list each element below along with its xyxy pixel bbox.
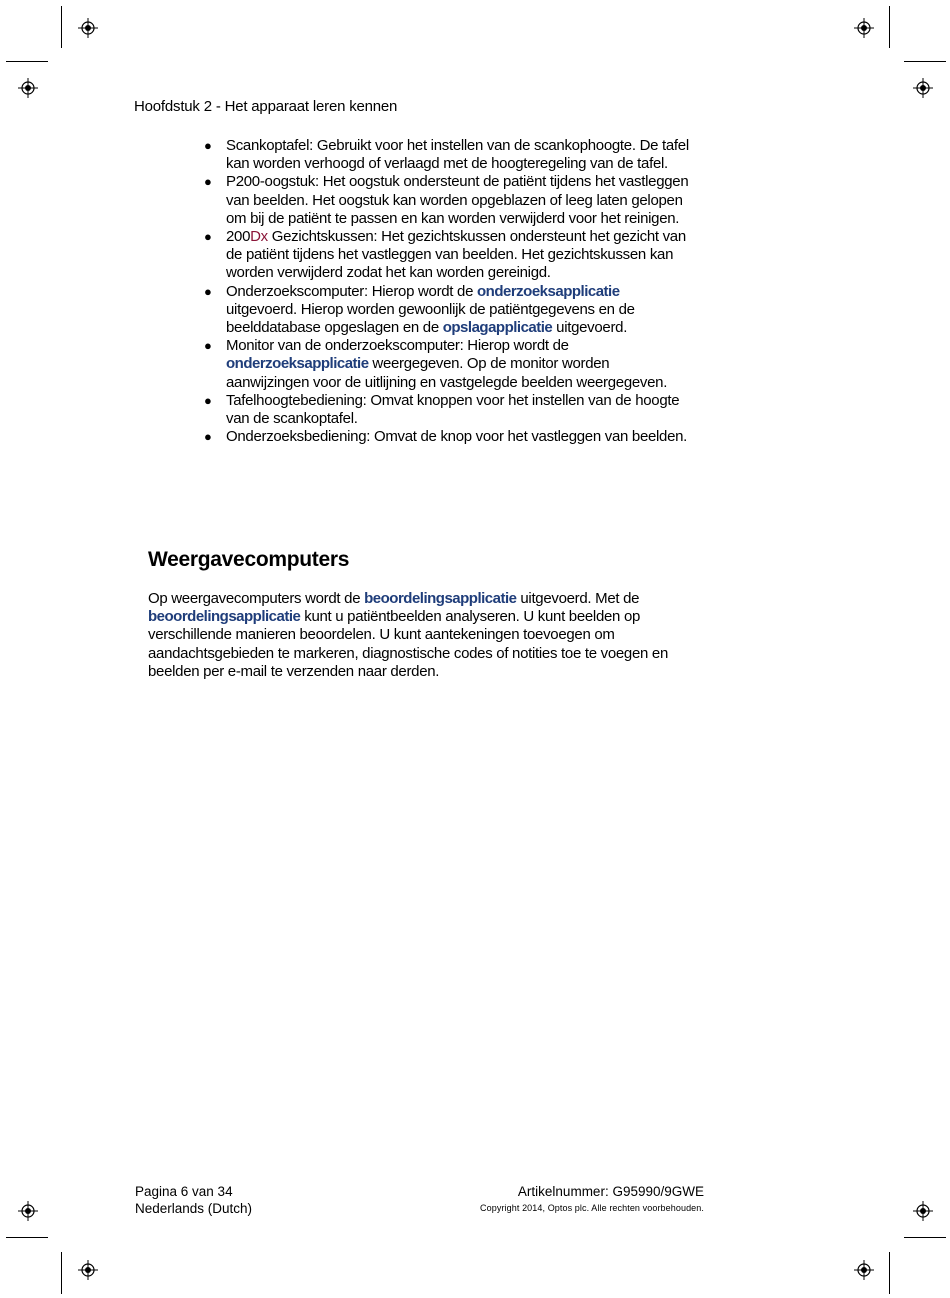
term-link: onderzoeksapplicatie [226,355,369,373]
registration-mark-icon [913,1201,933,1221]
crop-mark [61,6,62,48]
bullet-icon: ● [204,429,212,445]
term-link: opslagapplicatie [442,319,553,337]
term-link: beoordelingsapplicatie [148,608,301,626]
list-item: ● Onderzoeksbediening: Omvat de knop voor het vastleggen van beelden. [204,428,688,446]
crop-mark [889,6,890,48]
registration-mark-icon [18,78,38,98]
page-number: Pagina 6 van 34 [135,1184,233,1199]
article-number: Artikelnummer: G95990/9GWE [517,1184,704,1199]
crop-mark [889,1252,890,1294]
term-link: onderzoeksapplicatie [477,282,620,300]
footer-left [135,1184,252,1217]
bullet-icon: ● [204,338,212,354]
list-item: ● Scankoptafel: Gebruikt voor het instellen van de scankophoogte. De tafel kan worden verhoogd of verlaagd met de hoogteregeling van de tafel. [204,137,689,173]
section-heading: Weergavecomputers [148,548,350,571]
crop-mark [904,1237,946,1238]
list-item: ● P200-oogstuk: Het oogstuk ondersteunt de patiënt tijdens het vastleggen van beelden. Het oogstuk kan worden opgeblazen of leeg laten gelopen om bij de patiënt te passen en kan worden verwijderd voor het reinigen. [204,173,689,227]
registration-mark-icon [78,18,98,38]
section-paragraph: Op weergavecomputers wordt de beoordelingsapplicatie uitgevoerd. Met de beoordelingsapplicatie kunt u patiëntbeelden analyseren. U kunt beelden op verschillende manieren beoordelen. U kunt aantekeningen toevoegen om aandachtsgebieden te markeren, diagnostische codes of notities toe te voegen en beelden per e-mail te verzenden naar derden. [148,590,669,680]
term-link: beoordelingsapplicatie [364,590,517,607]
crop-mark [6,1237,48,1238]
language-label: Nederlands (Dutch) [135,1200,253,1216]
bullet-icon: ● [204,283,212,299]
copyright-notice: Copyright 2014, Optos plc. Alle rechten voorbehouden. [480,1202,704,1213]
registration-mark-icon [854,1260,874,1280]
list-item: ● Monitor van de onderzoekscomputer: Hierop wordt de onderzoeksapplicatie weergegeven. Op de monitor worden aanwijzingen voor de uitlijning en vastgelegde beelden weergegeven. [204,337,668,391]
component-list [204,137,694,446]
bullet-icon: ● [204,229,212,245]
dx-mark: Dx [250,228,268,246]
list-item: ● 200Dx Gezichtskussen: Het gezichtskussen ondersteunt het gezicht van de patiënt tijdens het vastleggen van beelden. Het gezichtskussen kan worden verwijderd zodat het kan worden gereinigd. [204,228,686,282]
registration-mark-icon [854,18,874,38]
crop-mark [61,1252,62,1294]
running-header: Hoofdstuk 2 - Het apparaat leren kennen [134,98,398,115]
list-item: ● Onderzoekscomputer: Hierop wordt de onderzoeksapplicatie uitgevoerd. Hierop worden gewoonlijk de patiëntgegevens en de beelddatabase opgeslagen en de opslagapplicatie uitgevoerd. [204,282,635,337]
registration-mark-icon [78,1260,98,1280]
registration-mark-icon [913,78,933,98]
bullet-icon: ● [204,138,212,153]
registration-mark-icon [18,1201,38,1221]
bullet-icon: ● [204,174,212,190]
crop-mark [904,61,946,62]
crop-mark [6,61,48,62]
bullet-icon: ● [204,392,212,408]
footer-right [480,1184,704,1215]
list-item: ● Tafelhoogtebediening: Omvat knoppen voor het instellen van de hoogte van de scankoptafel. [204,391,680,428]
